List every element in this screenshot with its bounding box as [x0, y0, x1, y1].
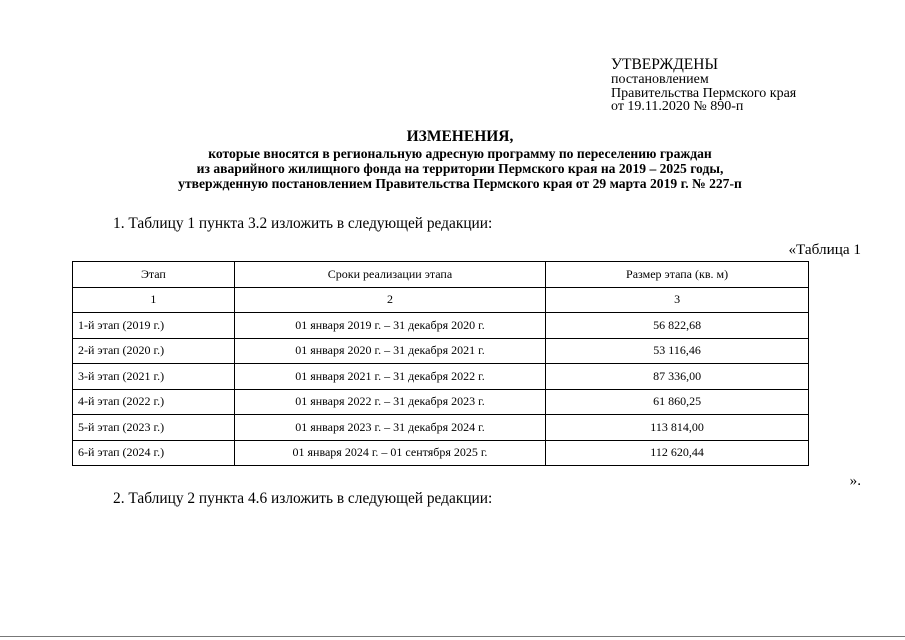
period-cell: 01 января 2019 г. – 31 декабря 2020 г.	[234, 313, 545, 339]
column-number-row	[73, 287, 809, 313]
period-cell: 01 января 2022 г. – 31 декабря 2023 г.	[234, 389, 545, 415]
document-subtitle	[60, 146, 860, 191]
size-cell: 112 620,44	[546, 440, 809, 466]
header-cell: Сроки реализации этапа	[234, 262, 545, 288]
approval-line: от 19.11.2020 № 890-п	[611, 99, 744, 114]
table-row	[73, 440, 809, 466]
approval-heading: УТВЕРЖДЕНЫ	[611, 56, 718, 73]
header-cell: Этап	[73, 262, 235, 288]
size-cell: 53 116,46	[546, 338, 809, 364]
stage-cell: 1-й этап (2019 г.)	[73, 313, 235, 339]
document-title: ИЗМЕНЕНИЯ,	[406, 128, 514, 145]
stage-cell: 6-й этап (2024 г.)	[73, 440, 235, 466]
size-cell: 61 860,25	[546, 389, 809, 415]
table-row	[73, 389, 809, 415]
subtitle-line: из аварийного жилищного фонда на территории Пермского края на 2019 – 2025 годы,	[196, 161, 724, 176]
table-row	[73, 364, 809, 390]
page-edge-divider	[0, 636, 905, 637]
approval-line: Правительства Пермского края	[611, 85, 797, 101]
table-header-row	[73, 262, 809, 288]
size-cell: 113 814,00	[546, 415, 809, 441]
table-row	[73, 313, 809, 339]
stage-cell: 3-й этап (2021 г.)	[73, 364, 235, 390]
size-cell: 87 336,00	[546, 364, 809, 390]
closing-quote: ».	[849, 472, 861, 489]
period-cell: 01 января 2023 г. – 31 декабря 2024 г.	[234, 415, 545, 441]
stages-table	[72, 261, 809, 466]
stage-cell: 5-й этап (2023 г.)	[73, 415, 235, 441]
stage-cell: 4-й этап (2022 г.)	[73, 389, 235, 415]
approval-line: постановлением	[611, 72, 709, 87]
period-cell: 01 января 2020 г. – 31 декабря 2021 г.	[234, 338, 545, 364]
header-cell: Размер этапа (кв. м)	[546, 262, 809, 288]
column-number-cell: 2	[234, 287, 545, 313]
paragraph-2: 2. Таблицу 2 пункта 4.6 изложить в следующей редакции:	[113, 490, 493, 507]
subtitle-line: которые вносятся в региональную адресную программу по переселению граждан	[208, 146, 712, 161]
period-cell: 01 января 2021 г. – 31 декабря 2022 г.	[234, 364, 545, 390]
table-row	[73, 415, 809, 441]
size-cell: 56 822,68	[546, 313, 809, 339]
column-number-cell: 3	[546, 287, 809, 313]
table-row	[73, 338, 809, 364]
period-cell: 01 января 2024 г. – 01 сентября 2025 г.	[234, 440, 545, 466]
table-caption: «Таблица 1	[788, 241, 861, 258]
subtitle-line: утвержденную постановлением Правительства Пермского края от 29 марта 2019 г. № 227-п	[178, 176, 742, 191]
column-number-cell: 1	[73, 287, 235, 313]
stage-cell: 2-й этап (2020 г.)	[73, 338, 235, 364]
paragraph-1: 1. Таблицу 1 пункта 3.2 изложить в следующей редакции:	[113, 215, 493, 232]
approval-block	[611, 56, 796, 114]
